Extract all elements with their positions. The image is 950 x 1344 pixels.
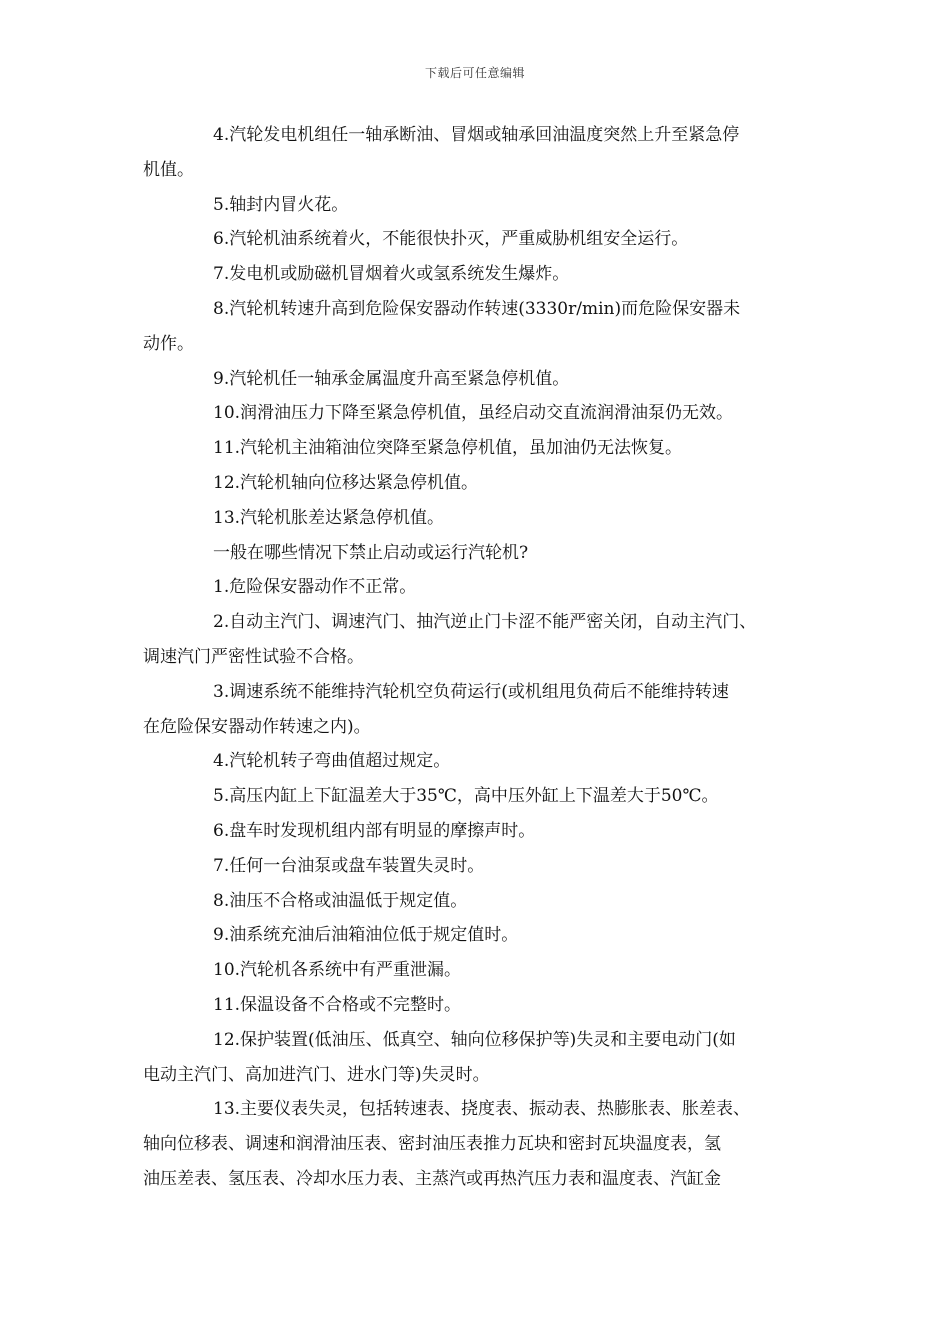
paragraph-line: 动作。 bbox=[143, 333, 194, 354]
paragraph-line: 3.调速系统不能维持汽轮机空负荷运行(或机组甩负荷后不能维持转速 bbox=[213, 681, 729, 702]
paragraph-line: 5.高压内缸上下缸温差大于35℃，高中压外缸上下温差大于50℃。 bbox=[213, 786, 719, 807]
paragraph-line: 油压差表、氢压表、冷却水压力表、主蒸汽或再热汽压力表和温度表、汽缸金 bbox=[143, 1168, 721, 1189]
page-header: 下载后可任意编辑 bbox=[424, 66, 525, 80]
section-question: 一般在哪些情况下禁止启动或运行汽轮机? bbox=[213, 542, 529, 563]
paragraph-line: 5.轴封内冒火花。 bbox=[213, 194, 349, 215]
paragraph-line: 2.自动主汽门、调速汽门、抽汽逆止门卡涩不能严密关闭，自动主汽门、 bbox=[213, 612, 757, 633]
paragraph-line: 6.盘车时发现机组内部有明显的摩擦声时。 bbox=[213, 820, 536, 841]
paragraph-line: 7.任何一台油泵或盘车装置失灵时。 bbox=[213, 855, 485, 876]
paragraph-line: 8.汽轮机转速升高到危险保安器动作转速(3330r/min)而危险保安器未 bbox=[213, 298, 741, 319]
paragraph-line: 4.汽轮机转子弯曲值超过规定。 bbox=[213, 751, 451, 772]
paragraph-line: 6.汽轮机油系统着火，不能很快扑灭，严重威胁机组安全运行。 bbox=[213, 229, 689, 250]
paragraph-line: 电动主汽门、高加进汽门、进水门等)失灵时。 bbox=[143, 1064, 490, 1085]
paragraph-line: 11.保温设备不合格或不完整时。 bbox=[213, 994, 462, 1015]
paragraph-line: 10.汽轮机各系统中有严重泄漏。 bbox=[213, 960, 462, 981]
paragraph-line: 9.汽轮机任一轴承金属温度升高至紧急停机值。 bbox=[213, 368, 570, 389]
paragraph-line: 10.润滑油压力下降至紧急停机值，虽经启动交直流润滑油泵仍无效。 bbox=[213, 403, 734, 424]
paragraph-line: 在危险保安器动作转速之内)。 bbox=[143, 716, 371, 737]
paragraph-line: 机值。 bbox=[143, 159, 194, 180]
paragraph-line: 13.汽轮机胀差达紧急停机值。 bbox=[213, 507, 445, 528]
paragraph-line: 8.油压不合格或油温低于规定值。 bbox=[213, 890, 468, 911]
paragraph-line: 13.主要仪表失灵，包括转速表、挠度表、振动表、热膨胀表、胀差表、 bbox=[213, 1099, 751, 1120]
paragraph-line: 12.保护装置(低油压、低真空、轴向位移保护等)失灵和主要电动门(如 bbox=[213, 1029, 736, 1050]
paragraph-line: 7.发电机或励磁机冒烟着火或氢系统发生爆炸。 bbox=[213, 264, 570, 285]
paragraph-line: 4.汽轮发电机组任一轴承断油、冒烟或轴承回油温度突然上升至紧急停 bbox=[213, 125, 740, 145]
paragraph-line: 9.油系统充油后油箱油位低于规定值时。 bbox=[213, 925, 519, 946]
paragraph-line: 轴向位移表、调速和润滑油压表、密封油压表推力瓦块和密封瓦块温度表，氢 bbox=[143, 1134, 721, 1155]
paragraph-line: 1.危险保安器动作不正常。 bbox=[213, 577, 417, 598]
paragraph-line: 调速汽门严密性试验不合格。 bbox=[143, 646, 364, 667]
document-body bbox=[143, 118, 813, 1197]
paragraph-line: 12.汽轮机轴向位移达紧急停机值。 bbox=[213, 472, 479, 493]
paragraph-line: 11.汽轮机主油箱油位突降至紧急停机值，虽加油仍无法恢复。 bbox=[213, 438, 683, 459]
